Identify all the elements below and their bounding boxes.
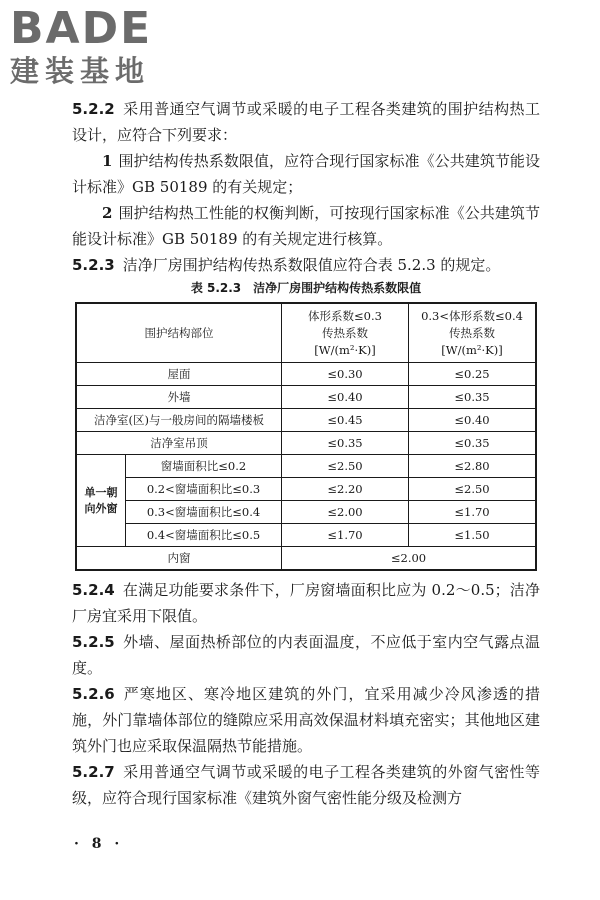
- logo-brand: BADE: [10, 3, 153, 54]
- row-value-2: ≤0.35: [409, 432, 537, 455]
- table-row: [76, 478, 536, 501]
- page-number: · 8 ·: [74, 836, 124, 852]
- row-value-2: ≤0.25: [409, 363, 537, 386]
- row-part: 屋面: [76, 363, 282, 386]
- row-part: 外墙: [76, 386, 282, 409]
- table-row: [76, 547, 536, 571]
- header-col1-line1: 体形系数≤0.3: [308, 308, 382, 323]
- row-part: 内窗: [76, 547, 282, 571]
- header-col2-line2: 传热系数: [449, 325, 495, 340]
- row-value-1: ≤2.00: [282, 501, 409, 524]
- clause-item-2: [72, 200, 540, 252]
- logo: [10, 3, 185, 88]
- row-value-1: ≤0.45: [282, 409, 409, 432]
- row-value-2: ≤1.70: [409, 501, 537, 524]
- row-value-2: ≤2.80: [409, 455, 537, 478]
- table-row: [76, 432, 536, 455]
- item-text: 围护结构传热系数限值，应符合现行国家标准《公共建筑节能设计标准》GB 50189 的有关规定；: [72, 152, 540, 196]
- row-value-merged: ≤2.00: [282, 547, 537, 571]
- item-number: 2: [102, 204, 113, 222]
- row-value-2: ≤0.35: [409, 386, 537, 409]
- row-value-1: ≤2.50: [282, 455, 409, 478]
- header-col2-line3: [W/(m²·K)]: [441, 342, 503, 357]
- clause-5-2-2: [72, 96, 540, 148]
- clause-number: 5.2.6: [72, 685, 115, 703]
- clause-5-2-6: [72, 681, 540, 759]
- header-col1: [282, 303, 409, 363]
- row-sub: 0.4<窗墙面积比≤0.5: [126, 524, 282, 547]
- row-sub: 0.2<窗墙面积比≤0.3: [126, 478, 282, 501]
- table-row: [76, 386, 536, 409]
- clause-number: 5.2.3: [72, 256, 115, 274]
- row-value-2: ≤1.50: [409, 524, 537, 547]
- header-part: 围护结构部位: [76, 303, 282, 363]
- table-title: 表 5.2.3 洁净厂房围护结构传热系数限值: [190, 281, 422, 295]
- clause-number: 5.2.5: [72, 633, 115, 651]
- row-value-1: ≤1.70: [282, 524, 409, 547]
- clause-5-2-4: [72, 577, 540, 629]
- row-sub: 0.3<窗墙面积比≤0.4: [126, 501, 282, 524]
- header-col2-line1: 0.3<体形系数≤0.4: [421, 308, 523, 323]
- document-body: [72, 96, 540, 811]
- clause-text: 严寒地区、寒冷地区建筑的外门，宜采用减少冷风渗透的措施，外门靠墙体部位的缝隙应采用高效保温材料填充密实；其他地区建筑外门也应采取保温隔热节能措施。: [72, 685, 540, 755]
- row-value-1: ≤0.40: [282, 386, 409, 409]
- clause-number: 5.2.2: [72, 100, 115, 118]
- header-col1-line3: [W/(m²·K)]: [314, 342, 376, 357]
- row-value-1: ≤0.35: [282, 432, 409, 455]
- window-group-label: 单一朝向外窗: [76, 455, 126, 547]
- clause-5-2-7: [72, 759, 540, 811]
- table-row: [76, 409, 536, 432]
- header-col2: [409, 303, 537, 363]
- item-number: 1: [102, 152, 113, 170]
- table-row: [76, 524, 536, 547]
- row-value-2: ≤0.40: [409, 409, 537, 432]
- row-part: 洁净室(区)与一般房间的隔墙楼板: [76, 409, 282, 432]
- clause-number: 5.2.7: [72, 763, 115, 781]
- clause-text: 采用普通空气调节或采暖的电子工程各类建筑的外窗气密性等级，应符合现行国家标准《建筑外窗气密性能分级及检测方: [72, 763, 540, 807]
- row-value-2: ≤2.50: [409, 478, 537, 501]
- header-col1-line2: 传热系数: [322, 325, 368, 340]
- table-row: [76, 455, 536, 478]
- table-row: [76, 363, 536, 386]
- clause-text: 在满足功能要求条件下，厂房窗墙面积比应为 0.2～0.5；洁净厂房宜采用下限值。: [72, 581, 540, 625]
- row-part: 洁净室吊顶: [76, 432, 282, 455]
- clause-text: 外墙、屋面热桥部位的内表面温度，不应低于室内空气露点温度。: [72, 633, 540, 677]
- item-text: 围护结构热工性能的权衡判断，可按现行国家标准《公共建筑节能设计标准》GB 50189 的有关规定进行核算。: [72, 204, 540, 248]
- clause-5-2-3: [72, 252, 540, 278]
- clause-text: 洁净厂房围护结构传热系数限值应符合表 5.2.3 的规定。: [122, 256, 501, 274]
- clause-number: 5.2.4: [72, 581, 115, 599]
- logo-subtitle: 建装基地: [10, 54, 151, 88]
- clause-text: 采用普通空气调节或采暖的电子工程各类建筑的围护结构热工设计，应符合下列要求：: [72, 100, 540, 144]
- table-row: [76, 501, 536, 524]
- row-sub: 窗墙面积比≤0.2: [126, 455, 282, 478]
- row-value-1: ≤2.20: [282, 478, 409, 501]
- clause-item-1: [72, 148, 540, 200]
- clause-5-2-5: [72, 629, 540, 681]
- heat-transfer-table: [75, 302, 537, 571]
- row-value-1: ≤0.30: [282, 363, 409, 386]
- table-header-row: [76, 303, 536, 363]
